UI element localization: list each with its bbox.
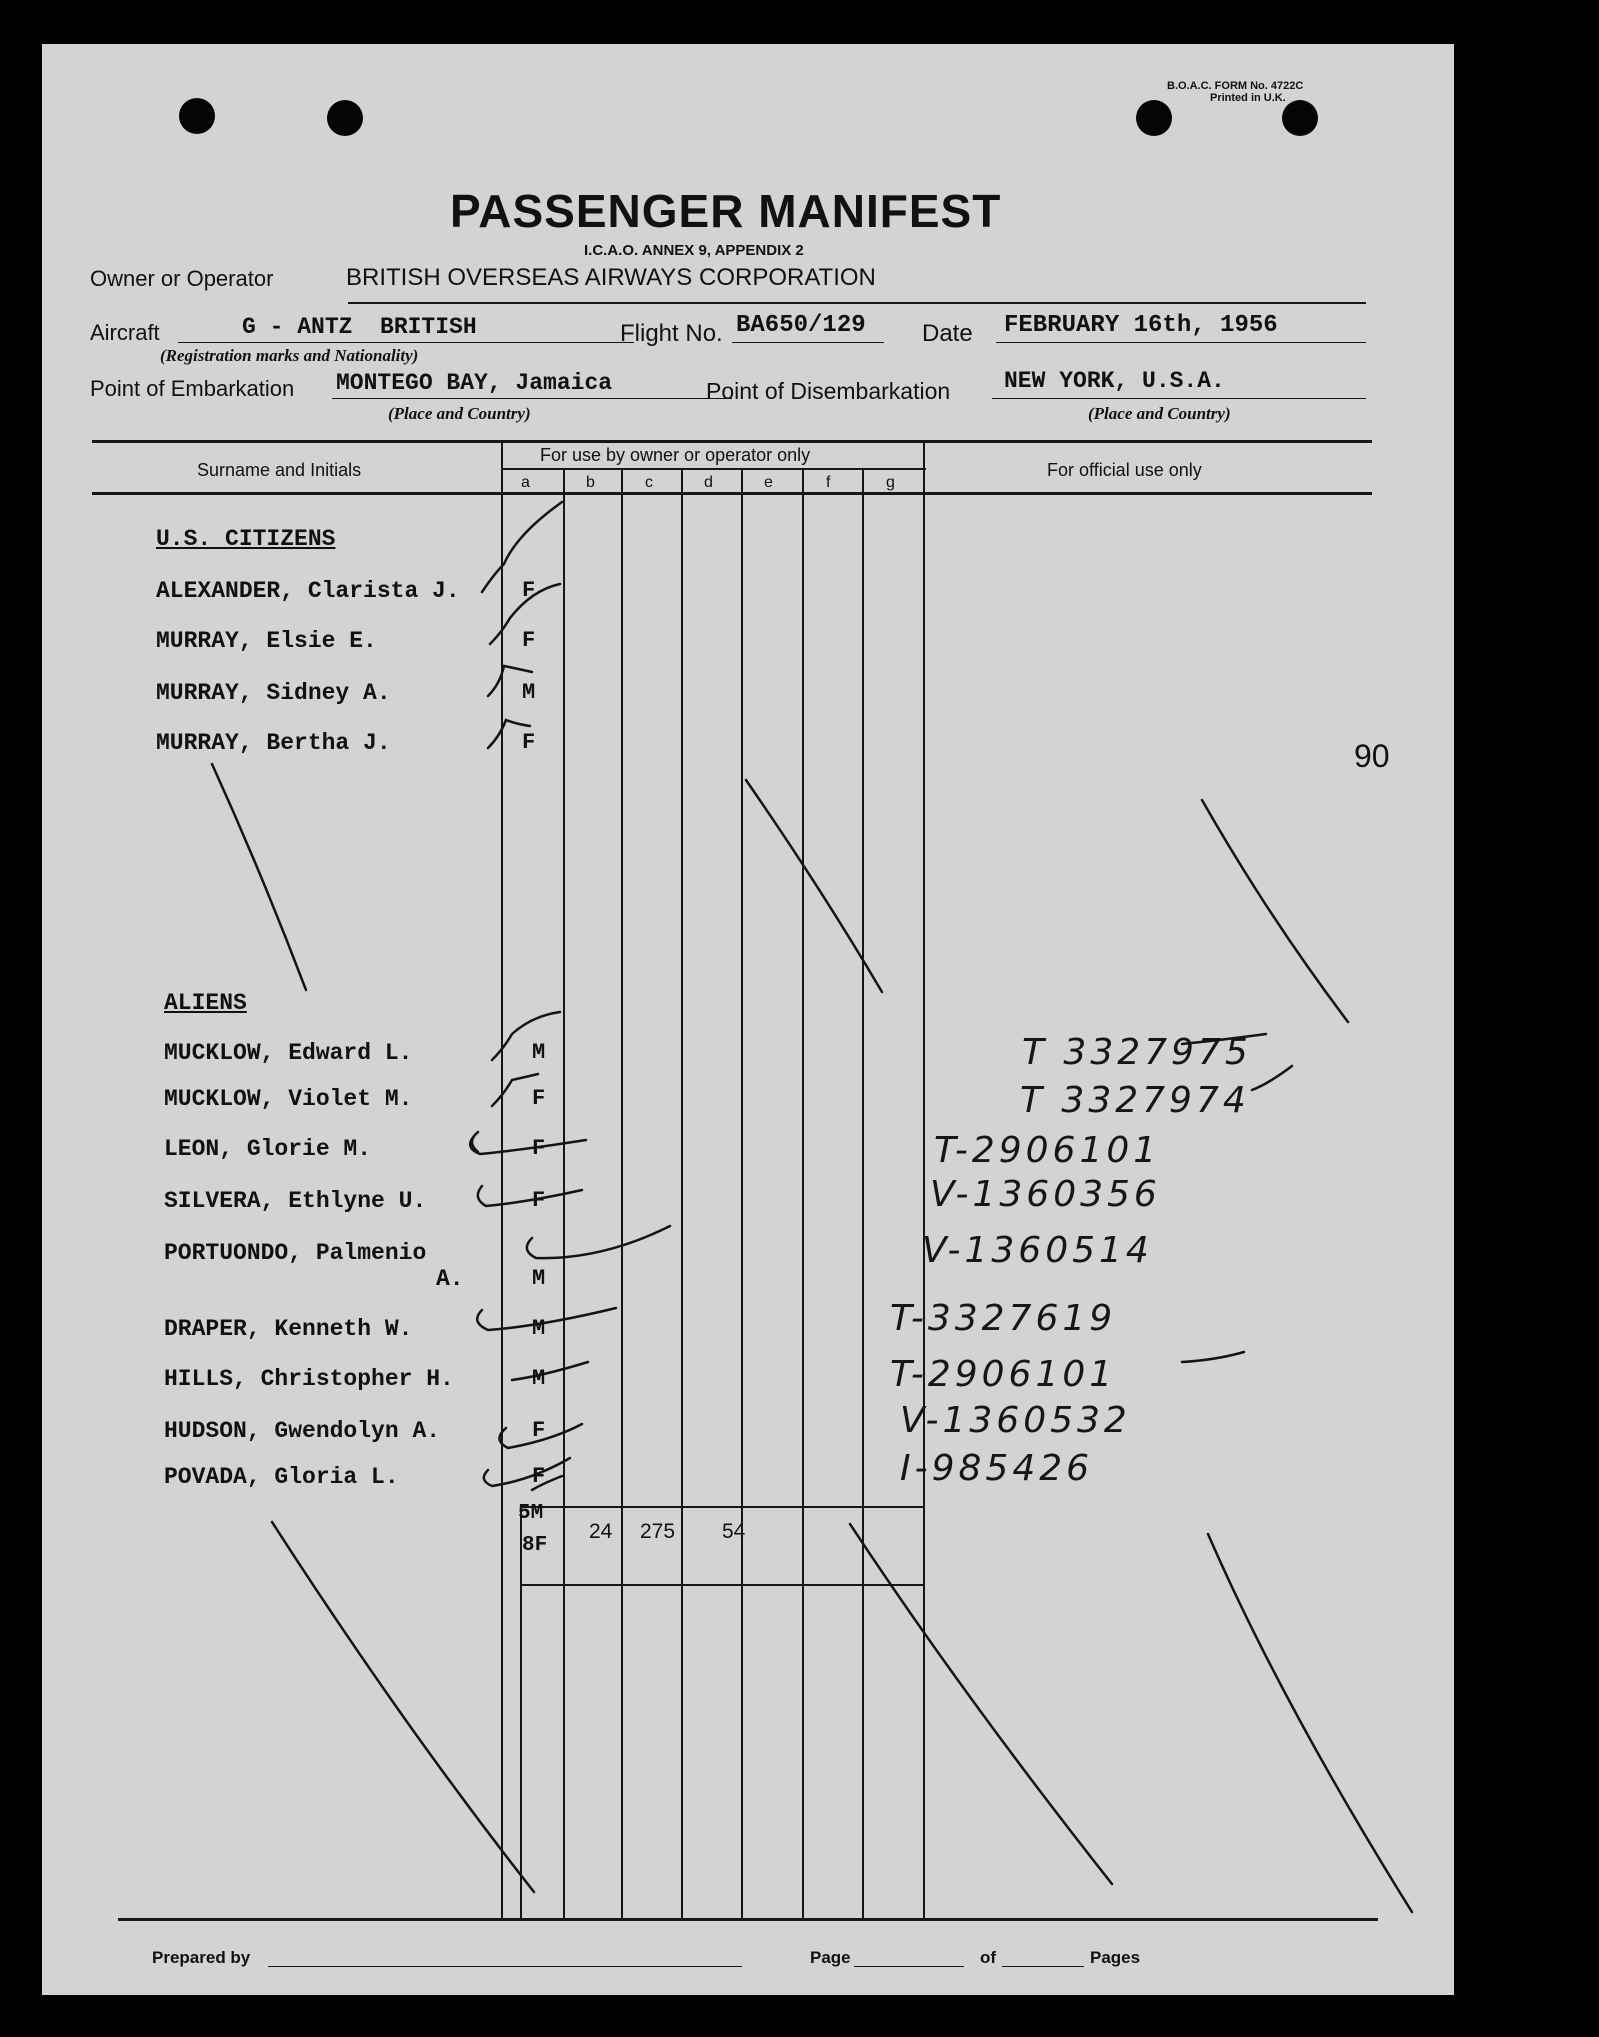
page-subtitle: I.C.A.O. ANNEX 9, APPENDIX 2	[584, 242, 804, 259]
passenger-name: MURRAY, Sidney A.	[156, 680, 391, 706]
form-number: B.O.A.C. FORM No. 4722C	[1167, 80, 1304, 92]
passenger-sex: M	[532, 1266, 546, 1291]
total-d: 54	[722, 1520, 746, 1543]
passenger-sex: M	[532, 1366, 546, 1391]
pen-tick	[1182, 1034, 1266, 1044]
passenger-name: POVADA, Gloria L.	[164, 1464, 399, 1490]
passenger-name: PORTUONDO, Palmenio	[164, 1240, 427, 1266]
passenger-sex: F	[522, 578, 536, 603]
total-males: 5M	[518, 1502, 544, 1525]
embarkation-value: MONTEGO BAY, Jamaica	[336, 370, 613, 396]
us-citizens-heading: U.S. CITIZENS	[156, 526, 336, 552]
flight-value: BA650/129	[736, 312, 866, 339]
pen-marks	[42, 44, 1454, 1995]
prepared-by-label: Prepared by	[152, 1948, 251, 1967]
passenger-sex: M	[532, 1316, 546, 1341]
col-letter-d: d	[704, 474, 713, 491]
surname-header: Surname and Initials	[197, 460, 362, 480]
check-mark	[488, 720, 530, 748]
flight-label: Flight No.	[620, 320, 723, 347]
col-letter-g: g	[886, 474, 895, 491]
official-number: I-985426	[900, 1448, 1094, 1489]
embarkation-note: (Place and Country)	[388, 404, 531, 423]
disembarkation-label: Point of Disembarkation	[706, 378, 951, 404]
page-title: PASSENGER MANIFEST	[450, 185, 1002, 237]
aircraft-label: Aircraft	[90, 320, 160, 345]
passenger-name: ALEXANDER, Clarista J.	[156, 578, 460, 604]
aircraft-value: G - ANTZ BRITISH	[242, 314, 477, 340]
owner-value: BRITISH OVERSEAS AIRWAYS CORPORATION	[346, 264, 876, 291]
pages-label: Pages	[1090, 1948, 1141, 1967]
official-number: T 3327974	[1020, 1080, 1250, 1121]
check-mark	[512, 1362, 588, 1380]
col-letter-a: a	[521, 474, 530, 491]
cancel-stroke	[746, 780, 882, 992]
owner-label: Owner or Operator	[90, 266, 274, 291]
passenger-sex: M	[532, 1040, 546, 1065]
col-letter-f: f	[826, 474, 831, 491]
disembarkation-value: NEW YORK, U.S.A.	[1004, 368, 1225, 394]
aircraft-note: (Registration marks and Nationality)	[160, 346, 419, 365]
official-number: T-2906101	[890, 1354, 1117, 1395]
passenger-sex: F	[532, 1136, 546, 1161]
official-number: V-1360514	[922, 1230, 1153, 1271]
total-c: 275	[640, 1520, 676, 1543]
official-header: For official use only	[1047, 460, 1202, 480]
total-females: 8F	[522, 1534, 548, 1557]
check-mark	[490, 584, 560, 644]
check-mark	[482, 502, 562, 592]
cancel-stroke	[850, 1524, 1112, 1884]
total-b: 24	[589, 1520, 613, 1543]
date-label: Date	[922, 320, 973, 347]
passenger-sex: F	[532, 1086, 546, 1111]
official-number: T 3327975	[1022, 1032, 1252, 1073]
passenger-sex: F	[522, 628, 536, 653]
check-mark	[477, 1308, 616, 1330]
check-mark	[470, 1136, 586, 1154]
passenger-sex: F	[522, 730, 536, 755]
official-number: T-3327619	[890, 1298, 1117, 1339]
manifest-sheet	[42, 44, 1454, 1995]
owner-use-header: For use by owner or operator only	[540, 445, 811, 465]
passenger-name: HILLS, Christopher H.	[164, 1366, 454, 1392]
check-mark	[484, 1458, 570, 1486]
passenger-name: SILVERA, Ethlyne U.	[164, 1188, 427, 1214]
passenger-name: DRAPER, Kenneth W.	[164, 1316, 413, 1342]
check-mark	[527, 1226, 670, 1258]
of-label: of	[980, 1948, 997, 1967]
passenger-name: MUCKLOW, Violet M.	[164, 1086, 413, 1112]
col-letter-c: c	[645, 474, 653, 491]
check-mark	[488, 666, 532, 696]
passenger-name-cont: A.	[436, 1266, 464, 1292]
date-value: FEBRUARY 16th, 1956	[1004, 312, 1278, 339]
cancel-stroke	[212, 764, 306, 990]
check-mark	[499, 1424, 582, 1448]
cancel-stroke	[1208, 1534, 1412, 1912]
official-number: V-1360532	[900, 1400, 1131, 1441]
passenger-sex: F	[532, 1188, 546, 1213]
passenger-name: MURRAY, Bertha J.	[156, 730, 391, 756]
page-label: Page	[810, 1948, 851, 1967]
col-letter-b: b	[586, 474, 595, 491]
pen-tick	[1182, 1352, 1244, 1362]
passenger-sex: F	[532, 1464, 546, 1489]
check-mark	[532, 1476, 562, 1490]
embarkation-label: Point of Embarkation	[90, 376, 295, 401]
page-number: 90	[1354, 738, 1390, 774]
passenger-sex: F	[532, 1418, 546, 1443]
col-letter-e: e	[764, 474, 773, 491]
passenger-name: HUDSON, Gwendolyn A.	[164, 1418, 441, 1444]
official-number: V-1360356	[930, 1174, 1161, 1215]
aliens-heading: ALIENS	[164, 990, 247, 1016]
cancel-stroke	[1202, 800, 1348, 1022]
check-mark	[492, 1074, 538, 1106]
check-mark	[478, 1186, 582, 1206]
cancel-stroke	[272, 1522, 534, 1892]
official-number: T-2906101	[934, 1130, 1161, 1171]
pen-tick	[1252, 1066, 1292, 1090]
passenger-name: MURRAY, Elsie E.	[156, 628, 377, 654]
passenger-name: LEON, Glorie M.	[164, 1136, 372, 1162]
printed-in: Printed in U.K.	[1210, 92, 1286, 104]
passenger-name: MUCKLOW, Edward L.	[164, 1040, 413, 1066]
disembarkation-note: (Place and Country)	[1088, 404, 1231, 423]
passenger-sex: M	[522, 680, 536, 705]
check-mark	[492, 1012, 560, 1060]
